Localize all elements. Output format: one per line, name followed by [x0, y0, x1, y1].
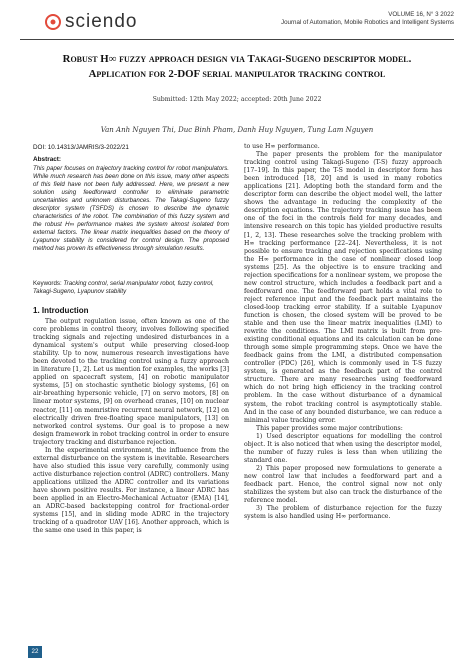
introduction-body	[33, 318, 229, 535]
publisher-logo	[45, 11, 138, 33]
title-line-1: Robust H∞ fuzzy approach design via Takagi-Sugeno descriptor model.	[62, 53, 412, 65]
page-number-badge: 22	[28, 646, 42, 658]
contributions-intro: This paper provides some major contributions:	[256, 424, 403, 432]
body-paragraph: The paper presents the problem for the manipulator tracking control using Takagi-Sugeno (T-S) fuzzy approach [17–19]. In this paper, the T-S model in descriptor form has been introduced [18, 20] and is used in many robotics applications [21]. Adopting both the standard form and the descriptor form can describe the object model well, the latter shows the advantage in reducing the complexity of the description equations. The trajectory tracking issue has been one of the foci in the controls field for many decades, and intensive research on this topic has yielded productive results [1, 2, 13]. These researches solve the tracking problem with H∞ tracking performance [22–24]. Nevertheless, it is not possible to ensure tracking and rejection specifications using the H∞ performance in the case of nonlinear closed loop systems [25]. As the objective is to ensure tracking and rejection specifications for a nonlinear system, we propose the new control structure, which includes a feedback part and a feedforward one. The feedforward part holds a vital role to reject reference input and the feedback part maintains the closed-loop tracking error stability. If a suitable Lyapunov function is chosen, the closed system will be proved to be stable and then use the linear matrix inequalities (LMI) to rewrite the conditions. The LMI matrix is built from pre-existing conditional equations and its calculation can be done through some simple programming steps. Once we have the feedback gains from the LMI, a distributed compensation controller (PDC) [26], which is commonly used in T-S fuzzy system, is generated as the feedback part of the control structure. There are many researches using feedforward which do not bring high efficiency in the tracking control problem. In the case without disturbance of a dynamical system, the robot tracking control is asymptotically stable. And in the case of any bounded disturbance, we can reduce a minimal value tracking error.	[244, 151, 442, 424]
contribution-item: 2) This paper proposed new formulations to generate a new control law that includes a feedforward part and a feedback part. Hence, the control signal now not only stabilizes the system but also can track the disturbance of the reference model.	[244, 464, 442, 505]
section-heading-introduction: 1. Introduction	[33, 306, 89, 315]
intro-paragraph: The output regulation issue, often known as one of the core problems in control theory, involves following specified tracking signals and rejecting undesired disturbances in a dynamical system's output while preserving closed-loop stability. Up to now, numerous research investigations have been devoted to the tracking control using a fuzzy approach in literature [1, 2]. Let us mention for examples, the works [3] applied on spacecraft system, [4] on robotic manipulator systems, [5] on stochastic synthetic biology systems, [6] on air-breathing hypersonic vehicle, [7] on servo motors, [8] on linear motor systems, [9] on overhead cranes, [10] on nuclear reactor, [11] on memristive recurrent neural network, [12] on electrically driven free-floating space manipulators, [13] on networked control systems. Our goal is to propose a new design framework in robot tracking control in order to ensure trajectory tracking and disturbance rejection.	[33, 318, 229, 446]
author-list: Van Anh Nguyen Thi, Duc Binh Pham, Danh Huy Nguyen, Tung Lam Nguyen	[100, 126, 374, 134]
intro-paragraph: In the experimental environment, the influence from the external disturbance on the system is inevitable. Researchers have also studied this issue very carefully, commonly using active disturbance rejection control (ADRC) controllers. Many applications utilized the ADRC controller and its variations have shown positive results. For instance, a linear ADRC has been applied in an Electro-Mechanical Actuator (EMA) [14], an ADRC-based backstepping control for fractional-order systems [15], and in sliding mode ADRC in the trajectory tracking of a quadrotor UAV [16]. Another approach, which is the same one used in this paper, is	[33, 446, 229, 535]
right-column-body	[244, 143, 442, 521]
contribution-item: 1) Used descriptor equations for modelling the control object. It is also noticed that when using the descriptor model, the number of fuzzy rules is less than when utilizing the standard one.	[244, 432, 442, 464]
contribution-item: 3) The problem of disturbance rejection for the fuzzy system is also handled using H∞ performance.	[244, 505, 442, 521]
keywords-label: Keywords:	[33, 280, 62, 287]
journal-info	[281, 11, 454, 27]
volume-line: VOLUME 16, N° 3 2022	[388, 11, 454, 18]
title-line-2: Application for 2-DOF serial manipulator tracking control	[88, 68, 386, 80]
doi-link[interactable]: DOI: 10.14313/JAMRIS/3-2022/21	[33, 144, 129, 151]
submission-dates: Submitted: 12th May 2022; accepted: 20th June 2022	[152, 96, 322, 103]
sciendo-logo-icon	[45, 14, 61, 30]
abstract-text: This paper focuses on trajectory tracking control for robot manipulators. While much research has been done on this issue, many other aspects of this field have not been fully addressed. Here, we present a new solution using feedforward controller to eliminate parametric uncertainties and unknown disturbances. The Takagi-Sugeno fuzzy descriptor system (TSFDS) is chosen to describe the dynamic characteristics of the robot. The combination of this fuzzy system and the robust H∞ performance makes the system almost isolated from external factors. The linear matrix inequalities based on the theory of Lyapunov stability is considered for control design. The proposed method has proven its effectiveness through simulation results.	[33, 165, 229, 253]
body-paragraph: to use H∞ performance.	[244, 143, 320, 150]
keywords	[33, 280, 229, 296]
keywords-text: Tracking control, serial manipulator robot, fuzzy control, Takagi-Sugeno, Lyapunov stability	[33, 280, 214, 296]
logo-text: sciendo	[65, 11, 138, 32]
journal-name: Journal of Automation, Mobile Robotics and Intelligent Systems	[281, 19, 454, 26]
abstract-heading: Abstract:	[33, 156, 62, 163]
article-title	[30, 52, 444, 82]
header-divider	[20, 39, 454, 40]
